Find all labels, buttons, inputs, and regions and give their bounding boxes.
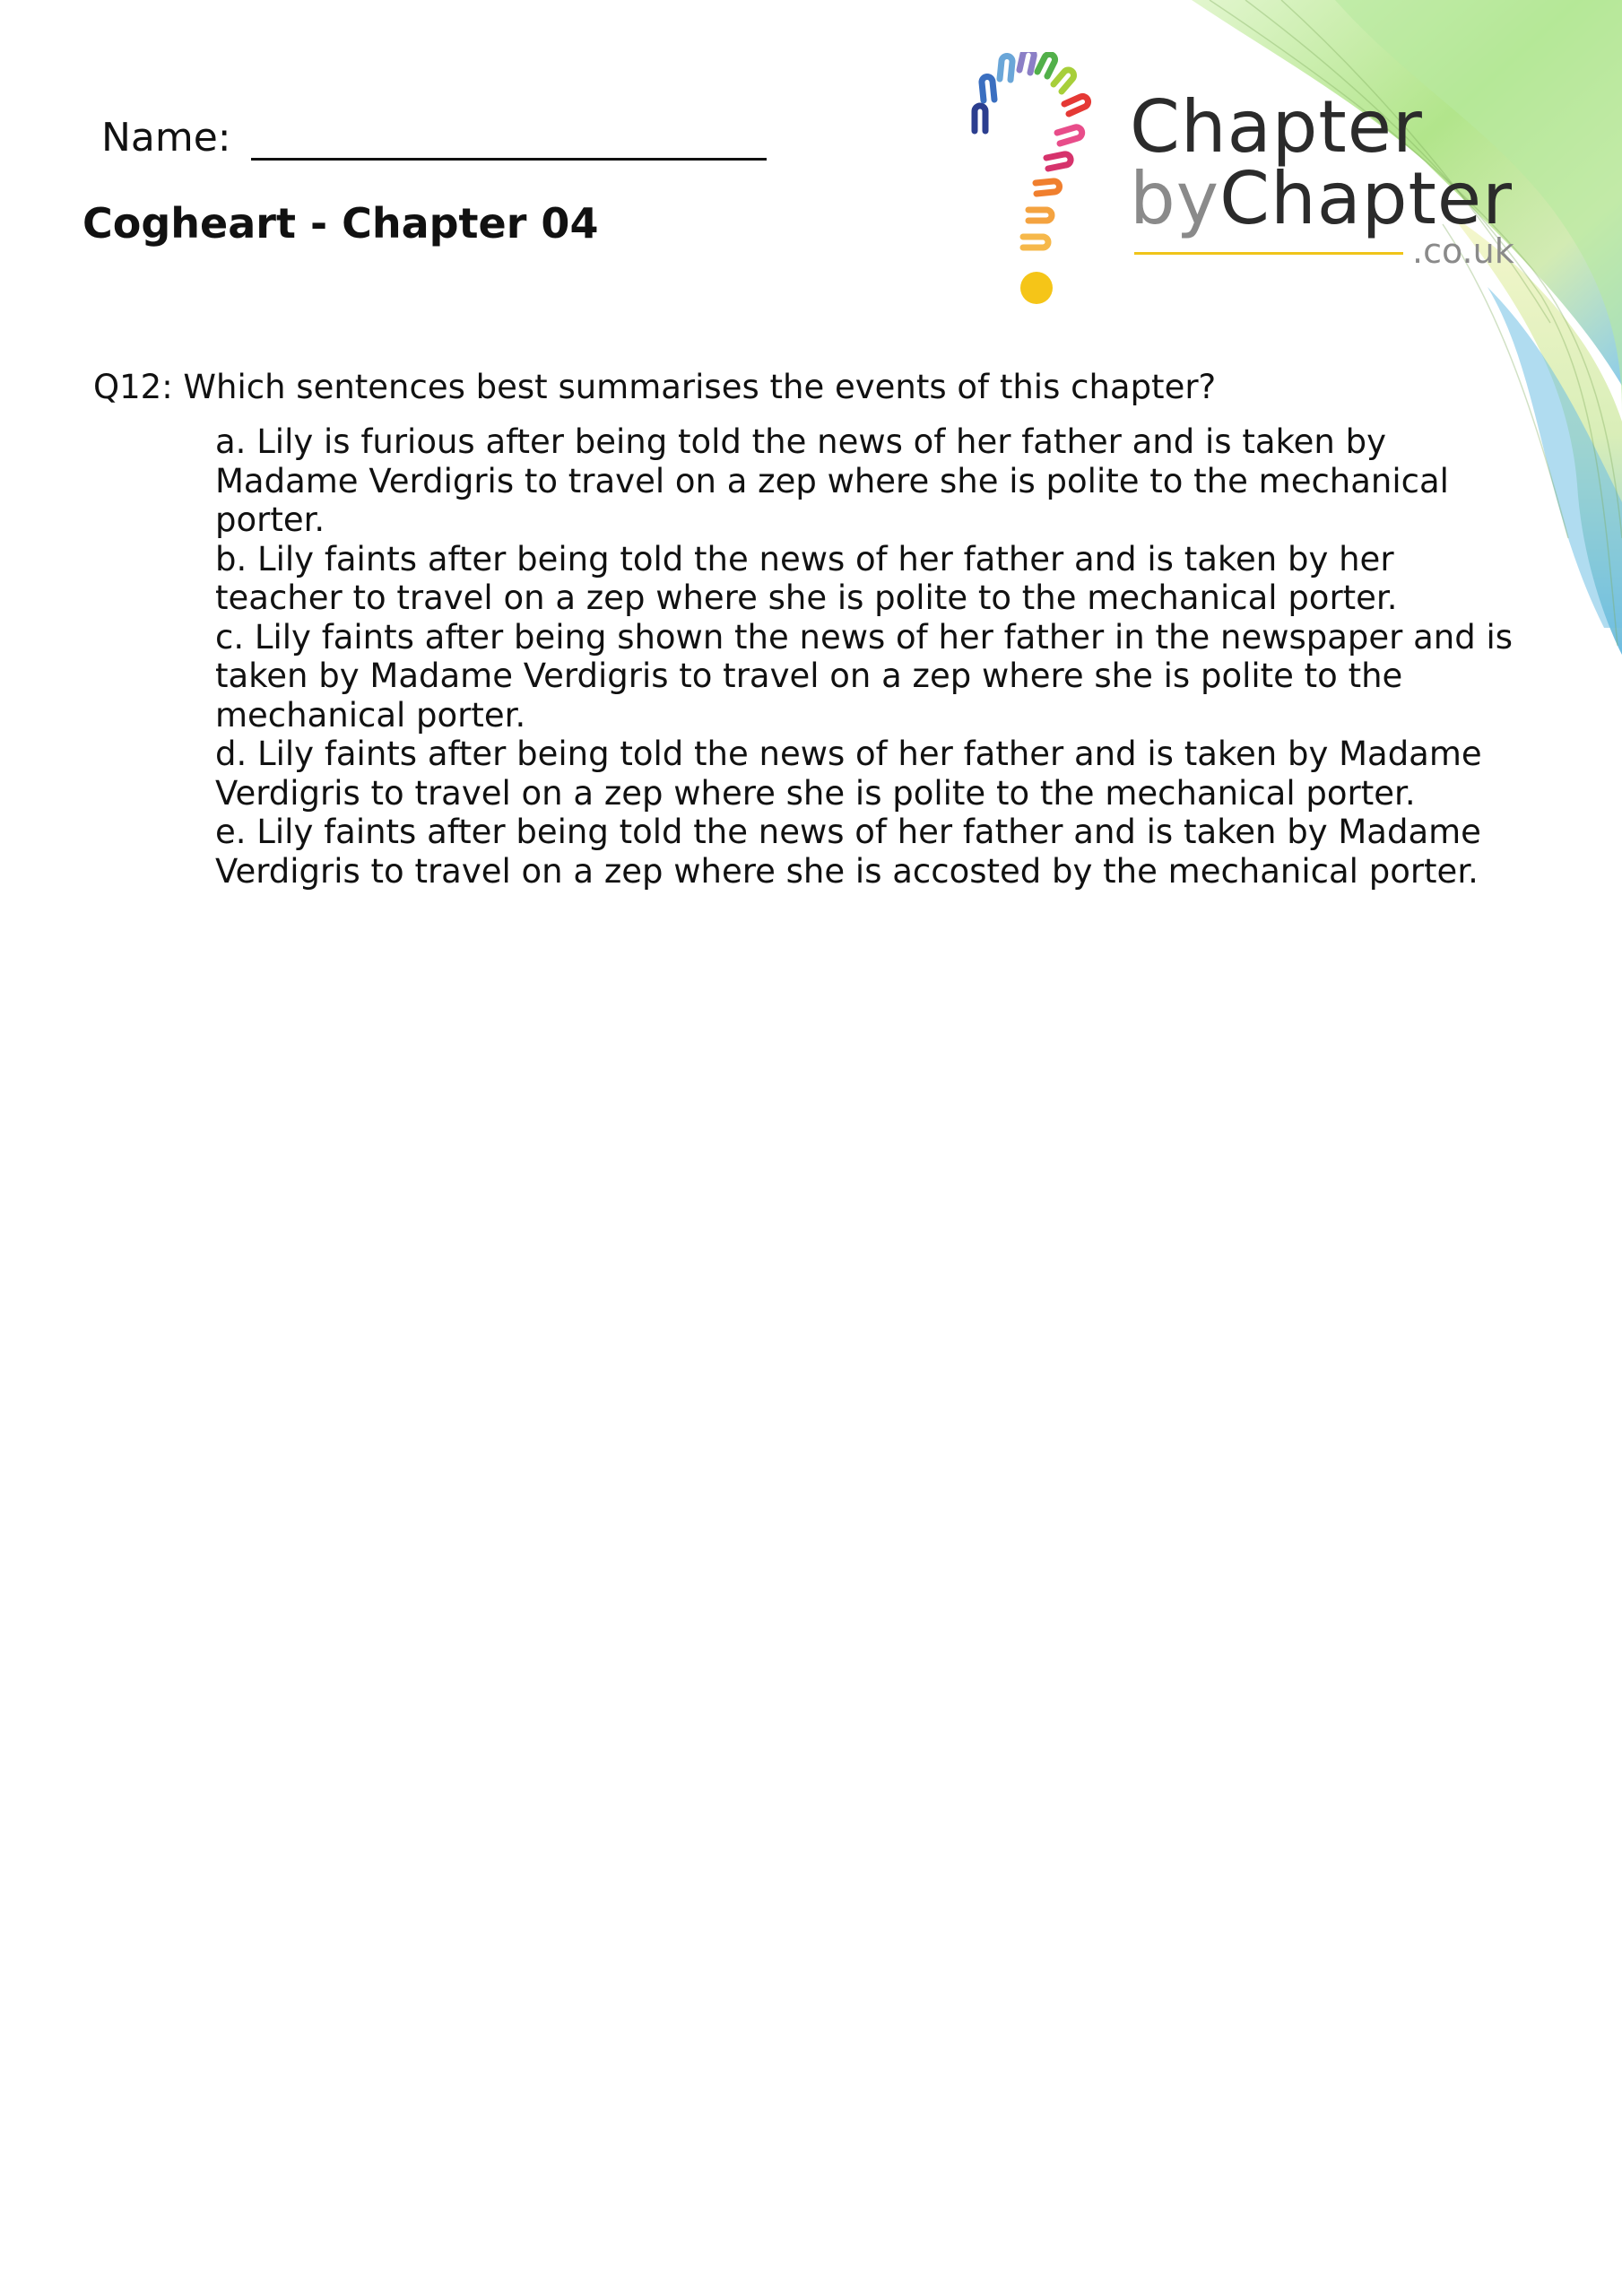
logo-wordmark-chapter-2: Chapter: [1219, 157, 1513, 240]
answer-option-a[interactable]: a. Lily is furious after being told the news of her father and is taken by Madame Verdigris to travel on a zep where she is polite to the mechanical porter.: [215, 422, 1449, 539]
question-text: Q12: Which sentences best summarises the events of this chapter?: [93, 368, 1217, 406]
answer-option-d[interactable]: d. Lily faints after being told the news of her father and is taken by Madame Verdigris to travel on a zep where she is polite to the mechanical porter.: [215, 735, 1482, 813]
logo-underline: [1134, 252, 1403, 255]
name-input-line[interactable]: [251, 117, 767, 161]
page-title: Cogheart - Chapter 04: [82, 199, 599, 248]
logo-domain: .co.uk: [1412, 231, 1514, 271]
answer-options: [215, 422, 1524, 891]
answer-option-b[interactable]: b. Lily faints after being told the news of her father and is taken by her teacher to travel on a zep where she is polite to the mechanical porter.: [215, 539, 1398, 617]
answer-option-c[interactable]: c. Lily faints after being shown the news of her father in the newspaper and is taken by Madame Verdigris to travel on a zep where she is polite to the mechanical porter.: [215, 617, 1514, 735]
logo-wordmark-by: by: [1130, 157, 1220, 240]
answer-option-e[interactable]: e. Lily faints after being told the news of her father and is taken by Madame Verdigris to travel on a zep where she is accosted by the mechanical porter.: [215, 813, 1481, 891]
question-mark-books-icon: [964, 52, 1116, 312]
logo-wordmark-chapter: Chapter: [1130, 85, 1423, 169]
name-label: Name:: [101, 115, 231, 161]
name-field-row: [101, 115, 767, 161]
chapter-by-chapter-logo: [964, 52, 1538, 312]
